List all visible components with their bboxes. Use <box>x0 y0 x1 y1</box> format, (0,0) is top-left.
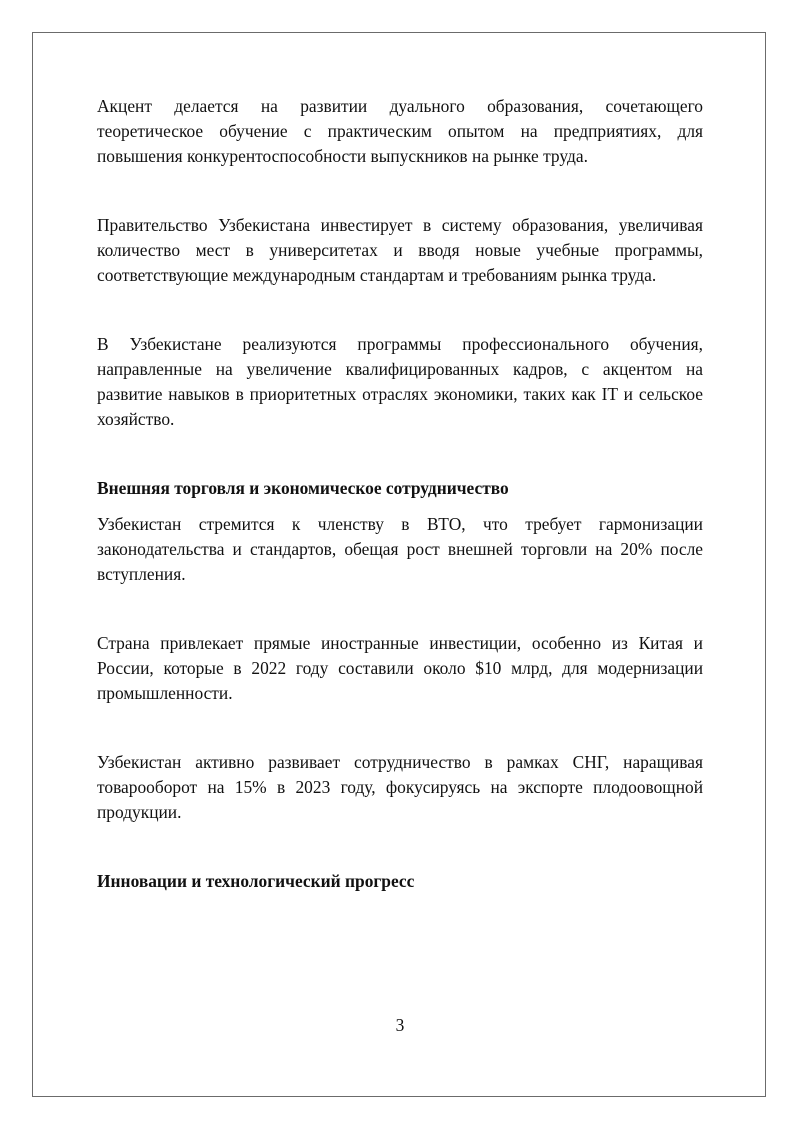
paragraph-foreign-investment: Страна привлекает прямые иностранные инвестиции, особенно из Китая и России, которые в 2022 году составили около $10 млрд, для модернизации промышленности. <box>97 633 703 703</box>
page-number: 3 <box>395 1015 405 1035</box>
paragraph-wto: Узбекистан стремится к членству в ВТО, что требует гармонизации законодательства и стандартов, обещая рост внешней торговли на 20% после вступления. <box>97 514 703 584</box>
paragraph-cis-cooperation: Узбекистан активно развивает сотрудничество в рамках СНГ, наращивая товарооборот на 15% в 2023 году, фокусируясь на экспорте плодоовощной продукции. <box>97 752 703 822</box>
document-body <box>97 94 703 894</box>
paragraph-government-investment: Правительство Узбекистана инвестирует в систему образования, увеличивая количество мест в университетах и вводя новые учебные программы, соответствующие международным стандартам и требованиям рынка труда. <box>97 215 703 285</box>
section-heading-trade: Внешняя торговля и экономическое сотрудничество <box>97 478 509 498</box>
section-heading-innovation: Инновации и технологический прогресс <box>97 871 415 891</box>
paragraph-dual-education: Акцент делается на развитии дуального образования, сочетающего теоретическое обучение с практическим опытом на предприятиях, для повышения конкурентоспособности выпускников на рынке труда. <box>97 96 703 166</box>
paragraph-professional-training: В Узбекистане реализуются программы профессионального обучения, направленные на увеличение квалифицированных кадров, с акцентом на развитие навыков в приоритетных отраслях экономики, таких как IT и сельское хозяйство. <box>97 334 703 429</box>
